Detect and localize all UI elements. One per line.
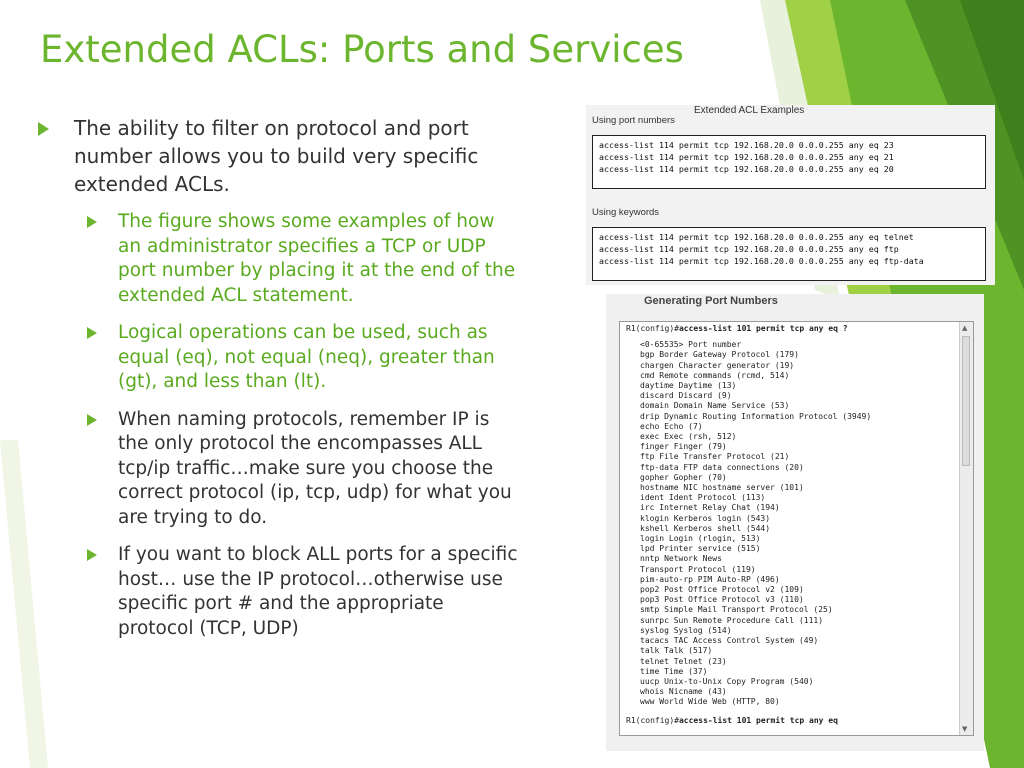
terminal-output [619, 321, 974, 736]
port-list-line: echo Echo (7) [640, 421, 703, 431]
generating-port-numbers-figure [606, 294, 984, 751]
spacer [626, 708, 957, 716]
port-list-line: sunrpc Sun Remote Procedure Call (111) [640, 615, 824, 625]
port-list-line: pim-auto-rp PIM Auto-RP (496) [640, 574, 780, 584]
port-list-line: ftp-data FTP data connections (20) [640, 462, 804, 472]
terminal-scrollbar[interactable] [959, 322, 973, 735]
port-list-line: pop3 Post Office Protocol v3 (110) [640, 595, 804, 605]
port-list-line: klogin Kerberos login (543) [640, 513, 771, 523]
port-list-line: gopher Gopher (70) [640, 472, 727, 482]
code-block-port-numbers: access-list 114 permit tcp 192.168.20.0 0.0.0.255 any eq 23 access-list 114 permit tcp 192.168.20.0 0.0.0.255 any eq 21 access-list 114 permit tcp 192.168.20.0 0.0.0.255 any eq 20 [592, 135, 986, 189]
port-list-line: www World Wide Web (HTTP, 80) [640, 697, 780, 707]
terminal-command: access-list 101 permit tcp any eq ? [678, 324, 848, 333]
port-list-line: daytime Daytime (13) [640, 381, 737, 391]
bullet-arrow-icon [87, 327, 97, 339]
slide-title: Extended ACLs: Ports and Services [40, 28, 684, 71]
port-list-line: hostname NIC hostname server (101) [640, 483, 804, 493]
port-list [626, 340, 957, 707]
sub-bullet-text: When naming protocols, remember IP is the only protocol the encompasses ALL tcp/ip traffic…make sure you choose the correct protocol (ip, tcp, udp) for what you are trying to do. [118, 408, 512, 528]
port-list-line: tacacs TAC Access Control System (49) [640, 636, 819, 646]
code-block-keywords: access-list 114 permit tcp 192.168.20.0 0.0.0.255 any eq telnet access-list 114 permit tcp 192.168.20.0 0.0.0.255 any eq ftp access-list 114 permit tcp 192.168.20.0 0.0.0.255 any eq ftp-data [592, 227, 986, 281]
port-list-line: bgp Border Gateway Protocol (179) [640, 350, 799, 360]
port-list-line: domain Domain Name Service (53) [640, 401, 790, 411]
port-list-line: finger Finger (79) [640, 442, 727, 452]
figure-title: Extended ACL Examples [694, 105, 805, 116]
sub-bullet-text: If you want to block ALL ports for a specific host… use the IP protocol…otherwise use specific port # and the appropriate protocol (TCP, UDP) [118, 544, 518, 639]
port-list-line: time Time (37) [640, 666, 708, 676]
sub-bullet [36, 210, 521, 308]
bullet-arrow-icon [38, 122, 49, 136]
section-label-keywords: Using keywords [592, 207, 660, 218]
section-label-port-numbers: Using port numbers [592, 115, 675, 126]
port-list-line: chargen Character generator (19) [640, 360, 795, 370]
scroll-up-icon[interactable]: ▲ [962, 324, 968, 332]
terminal-lines [626, 324, 957, 726]
sub-bullet [36, 321, 521, 395]
sub-bullet [36, 543, 521, 641]
port-list-line: uucp Unix-to-Unix Copy Program (540) [640, 676, 814, 686]
port-list-line: pop2 Post Office Protocol v2 (109) [640, 585, 804, 595]
port-list-line: talk Talk (517) [640, 646, 713, 656]
port-list-line: login Login (rlogin, 513) [640, 534, 761, 544]
port-list-line: <0-65535> Port number [640, 340, 742, 350]
port-list-line: smtp Simple Mail Transport Protocol (25) [640, 605, 833, 615]
port-list-line: Transport Protocol (119) [640, 564, 756, 574]
port-list-line: syslog Syslog (514) [640, 625, 732, 635]
scrollbar-thumb[interactable] [962, 336, 970, 466]
scroll-down-icon[interactable]: ▼ [962, 725, 968, 733]
port-list-line: nntp Network News [640, 554, 722, 564]
port-list-line: kshell Kerberos shell (544) [640, 523, 771, 533]
port-list-line: telnet Telnet (23) [640, 656, 727, 666]
sub-bullet-text: The figure shows some examples of how an administrator specifies a TCP or UDP port number by placing it at the end of the extended ACL statement. [118, 211, 516, 306]
bullet-arrow-icon [87, 216, 97, 228]
port-list-line: ftp File Transfer Protocol (21) [640, 452, 790, 462]
bullet-arrow-icon [87, 414, 97, 426]
sub-bullet-text: Logical operations can be used, such as equal (eq), not equal (neq), greater than (gt), and less than (lt). [118, 322, 495, 392]
terminal-prompt: R1(config)# [626, 324, 679, 333]
port-list-line: whois Nicname (43) [640, 687, 727, 697]
extended-acl-examples-figure [586, 105, 995, 285]
bullet-main-text: The ability to filter on protocol and port number allows you to build very specific extended ACLs. [74, 116, 479, 196]
port-list-line: drip Dynamic Routing Information Protocol (3949) [640, 411, 872, 421]
terminal-command-line [626, 324, 957, 334]
port-list-line: irc Internet Relay Chat (194) [640, 503, 780, 513]
terminal-command-line [626, 716, 957, 726]
port-list-line: exec Exec (rsh, 512) [640, 432, 737, 442]
bullet-main [36, 114, 521, 198]
port-list-line: lpd Printer service (515) [640, 544, 761, 554]
figure-title: Generating Port Numbers [644, 295, 778, 307]
bullet-arrow-icon [87, 549, 97, 561]
sub-bullet [36, 408, 521, 531]
port-list-line: cmd Remote commands (rcmd, 514) [640, 370, 790, 380]
port-list-line: ident Ident Protocol (113) [640, 493, 766, 503]
terminal-command: access-list 101 permit tcp any eq [678, 715, 838, 725]
bullet-list [36, 114, 521, 654]
terminal-prompt: R1(config)# [626, 715, 679, 725]
port-list-line: discard Discard (9) [640, 391, 732, 401]
